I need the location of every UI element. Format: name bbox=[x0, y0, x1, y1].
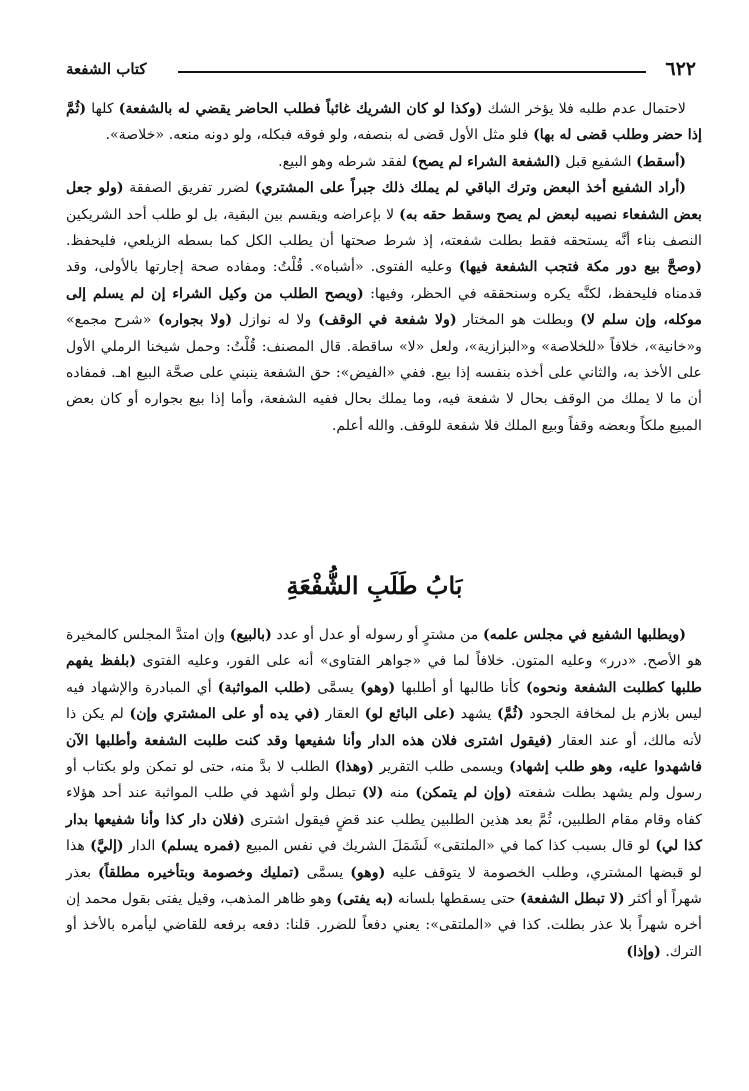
book-title: كتاب الشفعة bbox=[66, 60, 147, 78]
paragraph: (أراد الشفيع أخذ البعض وترك الباقي لم يملك ذلك جبراً على المشتري) لضرر تفريق الصفقة (ولو جعل بعض الشفعاء نصيبه لبعض لم يصح وسقط حقه به) لا بإعراضه ويقسم بين البقية، بل لو طلب أحد الشريكين النصف بناء أنَّه يستحقه فقط بطلت شفعته، إذ شرط صحتها أن يطلب الكل كما بسطه الزيلعي، فليحفظ. (وصحَّ بيع دور مكة فتجب الشفعة فيها) وعليه الفتوى. «أشباه». قُلْتُ: ومفاده صحة إجارتها بالأولى، وقد قدمناه فليحفظ، لكنَّه يكره وسنحققه في الحظر، وفيها: (ويصح الطلب من وكيل الشراء إن لم يسلم إلى موكله، وإن سلم لا) وبطلت هو المختار (ولا شفعة في الوقف) ولا له نوازل (ولا بجواره) «شرح مجمع» و«خانية»، خلافاً «للخلاصة» و«البزازية»، ولعل «لا» ساقطة. قال المصنف: قُلْتُ: وحمل شيخنا الرملي الأول على الأخذ به، والثاني على أخذه بنفسه إذا بيع. ففي «الفيض»: حق الشفعة ينبني على صحَّة البيع اهـ. فمفاده أن ما لا يملك من الوقف بحال لا شفعة فيه، وما يملك بحال ففيه الشفعة، وأما إذا بيع بجواره أو كان بعض المبيع ملكاً وبعضه وقفاً وبيع الملك فلا شفعة للوقف. والله أعلم. bbox=[66, 180, 703, 434]
section-text-before-chapter bbox=[66, 96, 702, 439]
paragraph: (ويطلبها الشفيع في مجلس علمه) من مشترٍ أو رسوله أو عدل أو عدد (بالبيع) وإن امتدَّ المجلس كالمخيرة هو الأصح. «درر» وعليه المتون. خلافاً لما في «جواهر الفتاوى» أنه على الفور، وعليه الفتوى (بلفظ يفهم طلبها كطلبت الشفعة ونحوه) كأنا طالبها أو أطلبها (وهو) يسمَّى (طلب المواثبة) أي المبادرة والإشهاد فيه ليس بلازم بل لمخافة الجحود (ثُمَّ) يشهد (على البائع لو) العقار (في يده أو على المشتري وإن) لم يكن ذا لأنه مالك، أو عند العقار (فيقول اشترى فلان هذه الدار وأنا شفيعها وقد كنت طلبت الشفعة وأطلبها الآن فاشهدوا عليه، وهو طلب إشهاد) ويسمى طلب التقرير (وهذا) الطلب لا بدَّ منه، حتى لو تمكن ولو بكتاب أو رسول ولم يشهد بطلت شفعته (وإن لم يتمكن) منه (لا) تبطل ولو أشهد في طلب المواثبة عند أحد هؤلاء كفاه وقام مقام الطلبين، ثُمَّ بعد هذين الطلبين يطلب عند قضٍ فيقول اشترى (فلان دار كذا وأنا شفيعها بدار كذا لي) لو قال بسبب كذا كما في «الملتقى» لَشَمَلَ الشريك في نفس المبيع (فمره يسلم) الدار (إليَّ) هذا لو قبضها المشتري، وطلب الخصومة لا يتوقف عليه (وهو) يسمَّى (تمليك وخصومة وبتأخيره مطلقاً) بعذر شهراً أو أكثر (لا تبطل الشفعة) حتى يسقطها بلسانه (به يفتى) وهو ظاهر المذهب، وقيل يفتى بقول محمد إن أخره شهراً بلا عذر بطلت. كذا في «الملتقى»: يعني دفعاً للضرر. قلنا: دفعه برفعه للقاضي ليأمره بالأخذ أو الترك. (وإذا) bbox=[66, 627, 703, 960]
page-number: ٦٢٢ bbox=[665, 58, 696, 80]
running-header bbox=[66, 58, 696, 82]
paragraph: (أسقط) الشفيع قبل (الشفعة الشراء لم يصح) لفقد شرطه وهو البيع. bbox=[278, 153, 686, 170]
paragraph: لاحتمال عدم طلبه فلا يؤخر الشك (وكذا لو كان الشريك غائباً فطلب الحاضر يقضي له بالشفعة) كلها (ثُمَّ إذا حضر وطلب قضى له بها) فلو مثل الأول قضى له بنصفه، ولو فوقه فبكله، ولو دونه منعه. «خلاصة». bbox=[66, 101, 702, 144]
chapter-title: بَابُ طَلَبِ الشُّفْعَةِ bbox=[286, 571, 463, 600]
section-text-chapter bbox=[66, 622, 702, 965]
header-rule bbox=[178, 71, 646, 73]
